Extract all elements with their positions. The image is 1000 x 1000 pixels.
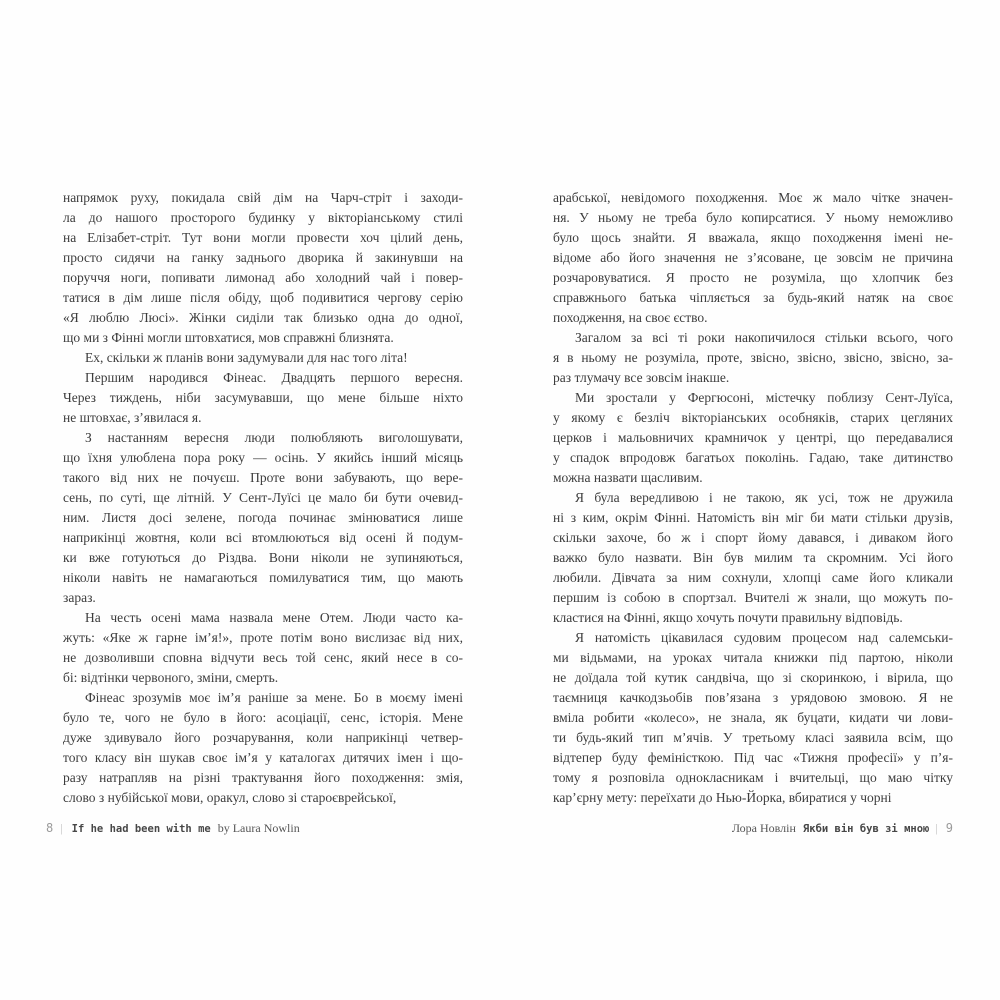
text-line: розчаровуватися. Я просто не розуміла, що хлопчик без [553, 270, 953, 285]
text-line: просто сидячи на ганку заднього дворика й закинувши на [63, 250, 463, 265]
text-line: не дозволивши сповна відчути весь той сенс, який несе в со- [63, 650, 463, 665]
book-author-byline: by Laura Nowlin [217, 821, 300, 835]
text-line: ла до нашого просторого будинку у вікторіанському стилі [63, 210, 463, 225]
text-line: ки вже готуються до Різдва. Вони ніколи не зупиняються, [63, 550, 463, 565]
text-line: Я натомість цікавилася судовим процесом над салемськи- [575, 630, 953, 645]
text-line: Я була вередливою і не такою, як усі, тож не дружила [575, 490, 953, 505]
text-line: що ми з Фінні могли штовхатися, мов справжні близнята. [63, 330, 394, 345]
text-line: слово з нубійської мови, оракул, слово зі староєврейської, [63, 790, 397, 805]
text-line: важко було назвати. Він був милим та скромним. Усі його [553, 550, 953, 565]
text-line: у якому є безліч вікторіанських особняків, старих цегляних [553, 410, 953, 425]
paragraph [553, 388, 953, 488]
text-line: наприкінці жовтня, коли всі втомлюються від осені й подум- [63, 530, 463, 545]
book-author-ukrainian: Лора Новлін [731, 821, 796, 835]
text-line: у спадок впродовж багатьох поколінь. Гадаю, таке дитинство [553, 450, 953, 465]
text-line: напрямок руху, покидала свій дім на Чарч-стріт і заходи- [63, 190, 463, 205]
text-line: що їхня улюблена пора року — осінь. У якийсь інший місяць [63, 450, 463, 465]
text-line: арабської, невідомого походження. Моє ж мало чітке значен- [553, 190, 953, 205]
paragraph [63, 608, 463, 688]
text-line: Загалом за всі ті роки накопичилося стільки всього, чого [575, 330, 953, 345]
text-line: Через тиждень, ніби засумувавши, що мене більше ніхто [63, 390, 463, 405]
footer-separator-left: | [60, 821, 63, 835]
text-line: церков і мальовничих крамничок у центрі, що передавалися [553, 430, 953, 445]
text-line: кластися на Фінні, якщо хочуть почути правильну відповідь. [553, 610, 903, 625]
paragraph [63, 348, 463, 368]
page-number-right: 9 [945, 821, 953, 835]
book-title-ukrainian: Якби він був зі мною [802, 823, 930, 835]
text-line: На честь осені мама назвала мене Отем. Люди часто ка- [85, 610, 463, 625]
text-line: З настанням вересня люди полюбляють виголошувати, [85, 430, 463, 445]
page-number-left: 8 [46, 821, 54, 835]
text-line: Ми зростали у Фергюсоні, містечку поблизу Сент-Луїса, [575, 390, 953, 405]
text-line: було те, чого не було в його: асоціації, сенс, історія. Мене [63, 710, 463, 725]
paragraph [553, 188, 953, 328]
text-line: ніколи навіть не намагаються помилуватися тим, що мають [63, 570, 463, 585]
text-line: тому я розповіла однокласникам і вчительці, що маю чітку [553, 770, 953, 785]
text-line: любили. Дівчата за ним сохнули, хлопці саме його кликали [553, 570, 953, 585]
text-line: ня. У ньому не треба було копирсатися. У ньому неможливо [553, 210, 953, 225]
text-line: бі: відтінки червоного, зміни, смерть. [63, 670, 279, 685]
text-line: такого від них не почуєш. Проте вони забувають, що вере- [63, 470, 463, 485]
text-line: поруччя ноги, попивати лимонад або холодний чай і повер- [63, 270, 463, 285]
text-line: не доїдала той кутик сандвіча, що зі скоринкою, і вірила, що [553, 670, 953, 685]
paragraph [63, 188, 463, 348]
text-line: відтепер буду феміністкою. Під час «Тижня професії» у п’я- [553, 750, 953, 765]
text-line: кар’єрну мету: переїхати до Нью-Йорка, вбиратися у чорні [553, 790, 892, 805]
text-line: таємниця качкодзьобів пов’язана з урядовою змовою. Я не [553, 690, 953, 705]
paragraph [63, 368, 463, 428]
text-line: скільки захоче, бо ж і спорт йому давався, і диваком його [553, 530, 953, 545]
text-line: ним. Листя досі зелене, погода починає змінюватися лише [63, 510, 463, 525]
paragraph [63, 428, 463, 608]
book-title-english: If he had been with me [71, 823, 211, 835]
text-line: раз тлумачу все зовсім інакше. [553, 370, 730, 385]
text-line: дуже здивувало його розчарування, коли наприкінці четвер- [63, 730, 463, 745]
text-line: ми відьмами, на уроках читала книжки під партою, ніколи [553, 650, 953, 665]
text-line: першим із собою в спортзал. Вчителі ж знали, що можуть по- [553, 590, 953, 605]
text-line: ні з ким, окрім Фінні. Натомість він міг би мати стільки друзів, [553, 510, 953, 525]
text-line: Ех, скільки ж планів вони задумували для нас того літа! [85, 350, 408, 365]
text-line: татися в дім лише після обіду, щоб подивитися чергову серію [63, 290, 463, 305]
paragraph [553, 328, 953, 388]
text-line: на Елізабет-стріт. Тут вони могли провести хоч цілий день, [63, 230, 463, 245]
page-right-footer [533, 820, 953, 837]
page-left-text-column [63, 188, 463, 808]
text-line: вміла робити «колесо», не знала, як буцати, кидати чи лови- [553, 710, 953, 725]
page-left-footer [46, 820, 466, 837]
paragraph [553, 488, 953, 628]
text-line: того класу він шукав своє ім’я у каталогах дитячих імен і що- [63, 750, 463, 765]
page-right-text-column [553, 188, 953, 808]
text-line: я в ньому не розуміла, проте, звісно, звісно, звісно, звісно, за- [553, 350, 953, 365]
text-line: відоме або його значення не з’ясоване, це зовсім не причина [553, 250, 953, 265]
text-line: сень, по суті, ще літній. У Сент-Луїсі це мало би бути очевид- [63, 490, 463, 505]
text-line: можна назвати щасливим. [553, 470, 703, 485]
paragraph [553, 628, 953, 808]
paragraph [63, 688, 463, 808]
text-line: «Я люблю Люсі». Жінки сиділи так близько одна до одної, [63, 310, 463, 325]
text-line: Фінеас зрозумів моє ім’я раніше за мене. Бо в моєму імені [85, 690, 463, 705]
text-line: Першим народився Фінеас. Двадцять першого вересня. [85, 370, 463, 385]
text-line: ти будь-який тип м’ячів. У третьому класі заявила всім, що [553, 730, 953, 745]
text-line: походження, на своє єство. [553, 310, 708, 325]
text-line: було щось знайти. Я вважала, якщо походження імені не- [553, 230, 953, 245]
text-line: разу натрапляв на різні трактування його походження: змія, [63, 770, 463, 785]
footer-separator-right: | [935, 821, 938, 835]
text-line: зараз. [63, 590, 96, 605]
text-line: не штовхає, з’явилася я. [63, 410, 202, 425]
text-line: справжнього батька чіпляється за будь-який натяк на своє [553, 290, 953, 305]
text-line: жуть: «Яке ж гарне ім’я!», проте потім воно вислизає від них, [63, 630, 463, 645]
